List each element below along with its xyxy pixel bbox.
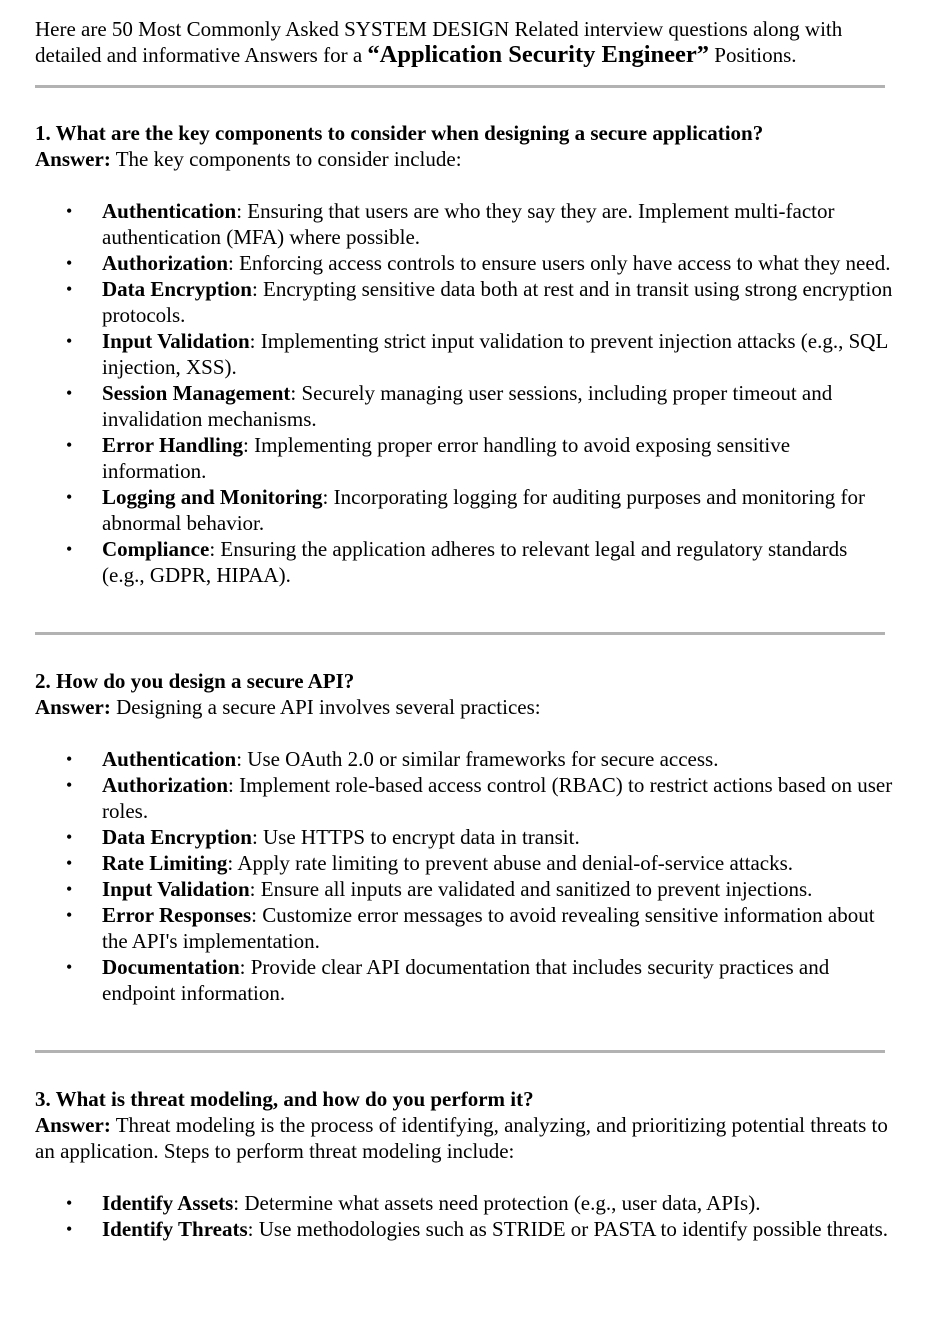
intro-position-title: “Application Security Engineer” — [367, 41, 710, 68]
list-item — [35, 380, 895, 432]
point-term: Authentication — [102, 199, 237, 223]
section-divider — [35, 85, 885, 88]
point-term: Input Validation — [102, 329, 250, 353]
bullet-icon: • — [66, 1219, 73, 1239]
bullet-icon: • — [66, 487, 73, 507]
intro-text-end: Positions. — [709, 43, 797, 67]
answer-text: Threat modeling is the process of identifying, analyzing, and prioritizing potential threats to an application. Steps to perform threat modeling include: — [35, 1113, 888, 1163]
list-item — [35, 198, 895, 250]
answer-intro — [35, 146, 895, 172]
answer-points-list — [35, 1190, 895, 1242]
point-term: Documentation — [102, 955, 240, 979]
answer-intro — [35, 1112, 895, 1164]
answer-label: Answer: — [35, 695, 111, 719]
point-term: Logging and Monitoring — [102, 485, 323, 509]
point-description: : Enforcing access controls to ensure users only have access to what they need. — [228, 251, 891, 275]
answer-points-list — [35, 198, 895, 588]
point-description: : Incorporating logging for auditing purposes and monitoring for abnormal behavior. — [102, 485, 865, 535]
point-term: Input Validation — [102, 877, 250, 901]
bullet-icon: • — [66, 1193, 73, 1213]
point-description: : Ensure all inputs are validated and sanitized to prevent injections. — [249, 877, 813, 901]
bullet-icon: • — [66, 201, 73, 221]
bullet-icon: • — [66, 775, 73, 795]
point-description: : Use HTTPS to encrypt data in transit. — [251, 825, 580, 849]
point-term: Compliance — [102, 537, 210, 561]
list-item — [35, 954, 895, 1006]
answer-text: The key components to consider include: — [110, 147, 462, 171]
list-item — [35, 328, 895, 380]
answer-text: Designing a secure API involves several practices: — [110, 695, 541, 719]
point-description: : Use methodologies such as STRIDE or PASTA to identify possible threats. — [247, 1217, 889, 1241]
list-item — [35, 432, 895, 484]
point-description: : Ensuring the application adheres to relevant legal and regulatory standards (e.g., GDPR, HIPAA). — [102, 537, 848, 587]
point-term: Data Encryption — [102, 277, 252, 301]
document-page — [35, 16, 895, 1242]
list-item — [35, 746, 895, 772]
intro-paragraph — [35, 16, 895, 68]
point-term: Error Responses — [102, 903, 252, 927]
point-term: Rate Limiting — [102, 851, 228, 875]
list-item — [35, 876, 895, 902]
point-description: : Implementing strict input validation to prevent injection attacks (e.g., SQL injection, XSS). — [102, 329, 888, 379]
bullet-icon: • — [66, 905, 73, 925]
intro-text: Here are 50 Most Commonly Asked SYSTEM DESIGN Related interview questions along with detailed and informative Answers for a — [35, 17, 843, 67]
question-section-2 — [35, 668, 895, 1006]
point-term: Authorization — [102, 251, 228, 275]
bullet-icon: • — [66, 383, 73, 403]
point-description: : Ensuring that users are who they say they are. Implement multi-factor authentication (MFA) where possible. — [102, 199, 835, 249]
bullet-icon: • — [66, 253, 73, 273]
answer-label: Answer: — [35, 1113, 111, 1137]
question-title: 3. What is threat modeling, and how do you perform it? — [35, 1087, 534, 1111]
section-divider — [35, 1050, 885, 1053]
section-divider — [35, 632, 885, 635]
bullet-icon: • — [66, 435, 73, 455]
answer-label: Answer: — [35, 147, 111, 171]
list-item — [35, 536, 895, 588]
bullet-icon: • — [66, 827, 73, 847]
list-item — [35, 824, 895, 850]
list-item — [35, 276, 895, 328]
bullet-icon: • — [66, 749, 73, 769]
question-section-1 — [35, 120, 895, 588]
point-term: Identify Threats — [102, 1217, 248, 1241]
point-term: Authentication — [102, 747, 237, 771]
list-item — [35, 772, 895, 824]
list-item — [35, 484, 895, 536]
point-term: Identify Assets — [102, 1191, 234, 1215]
point-description: : Use OAuth 2.0 or similar frameworks for secure access. — [236, 747, 719, 771]
list-item — [35, 1190, 895, 1216]
point-description: : Securely managing user sessions, including proper timeout and invalidation mechanisms. — [102, 381, 833, 431]
point-description: : Determine what assets need protection (e.g., user data, APIs). — [233, 1191, 761, 1215]
bullet-icon: • — [66, 853, 73, 873]
point-description: : Provide clear API documentation that includes security practices and endpoint information. — [102, 955, 830, 1005]
question-section-3 — [35, 1086, 895, 1242]
list-item — [35, 850, 895, 876]
list-item — [35, 250, 895, 276]
point-term: Data Encryption — [102, 825, 252, 849]
bullet-icon: • — [66, 331, 73, 351]
answer-points-list — [35, 746, 895, 1006]
point-description: : Encrypting sensitive data both at rest and in transit using strong encryption protocols. — [102, 277, 893, 327]
question-title: 1. What are the key components to consider when designing a secure application? — [35, 121, 764, 145]
point-description: : Customize error messages to avoid revealing sensitive information about the API's implementation. — [102, 903, 875, 953]
bullet-icon: • — [66, 539, 73, 559]
point-description: : Implementing proper error handling to avoid exposing sensitive information. — [102, 433, 791, 483]
answer-intro — [35, 694, 895, 720]
point-description: : Apply rate limiting to prevent abuse and denial-of-service attacks. — [227, 851, 794, 875]
point-term: Session Management — [102, 381, 291, 405]
point-description: : Implement role-based access control (RBAC) to restrict actions based on user roles. — [102, 773, 893, 823]
list-item — [35, 902, 895, 954]
bullet-icon: • — [66, 279, 73, 299]
point-term: Authorization — [102, 773, 228, 797]
point-term: Error Handling — [102, 433, 244, 457]
bullet-icon: • — [66, 957, 73, 977]
bullet-icon: • — [66, 879, 73, 899]
question-title: 2. How do you design a secure API? — [35, 669, 355, 693]
list-item — [35, 1216, 895, 1242]
